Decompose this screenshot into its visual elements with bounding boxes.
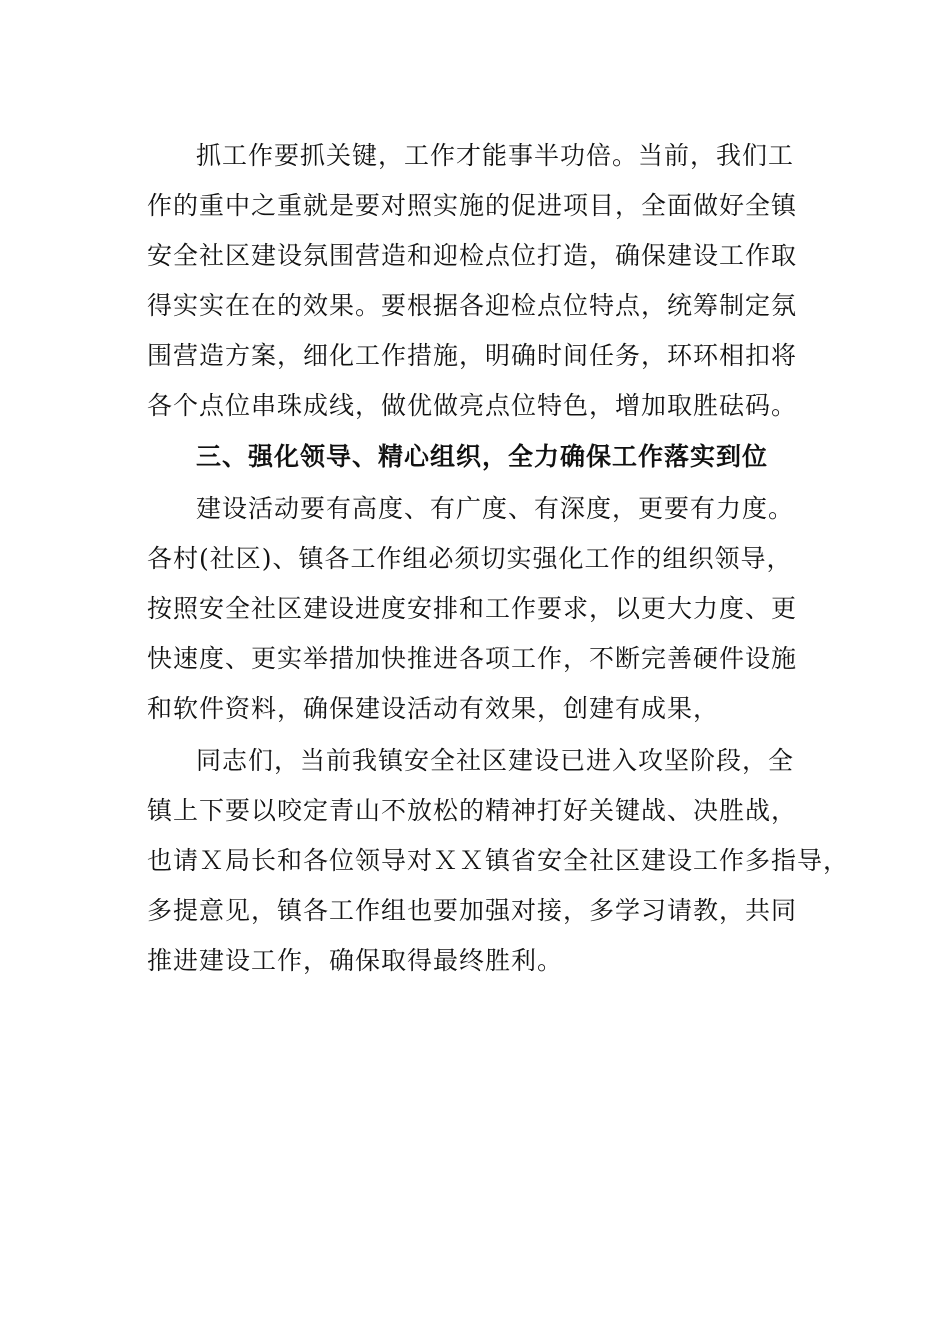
text-line: 和软件资料，确保建设活动有效果，创建有成果， (147, 694, 720, 723)
text-line: 得实实在在的效果。要根据各迎检点位特点，统筹制定氛 (147, 291, 798, 320)
text-line: 也请Ｘ局长和各位领导对ＸＸ镇省安全社区建设工作多指导， (147, 846, 850, 875)
section-heading: 三、强化领导、精心组织，全力确保工作落实到位 (196, 442, 769, 471)
text-line: 快速度、更实举措加快推进各项工作，不断完善硬件设施 (147, 644, 798, 673)
text-line: 推进建设工作，确保取得最终胜利。 (147, 946, 564, 975)
text-line: 围营造方案，细化工作措施，明确时间任务，环环相扣将 (147, 341, 798, 370)
text-line: 镇上下要以咬定青山不放松的精神打好关键战、决胜战， (147, 796, 798, 825)
text-line: 各村(社区)、镇各工作组必须切实强化工作的组织领导， (147, 544, 793, 573)
text-line: 作的重中之重就是要对照实施的促进项目，全面做好全镇 (147, 191, 798, 220)
text-line: 多提意见，镇各工作组也要加强对接，多学习请教，共同 (147, 896, 798, 925)
text-line: 安全社区建设氛围营造和迎检点位打造，确保建设工作取 (147, 241, 798, 270)
text-line: 抓工作要抓关键，工作才能事半功倍。当前，我们工 (196, 141, 795, 170)
text-line: 各个点位串珠成线，做优做亮点位特色，增加取胜砝码。 (147, 391, 798, 420)
text-line: 按照安全社区建设进度安排和工作要求，以更大力度、更 (147, 594, 798, 623)
text-line: 同志们，当前我镇安全社区建设已进入攻坚阶段，全 (196, 746, 795, 775)
text-line: 建设活动要有高度、有广度、有深度，更要有力度。 (196, 494, 795, 523)
